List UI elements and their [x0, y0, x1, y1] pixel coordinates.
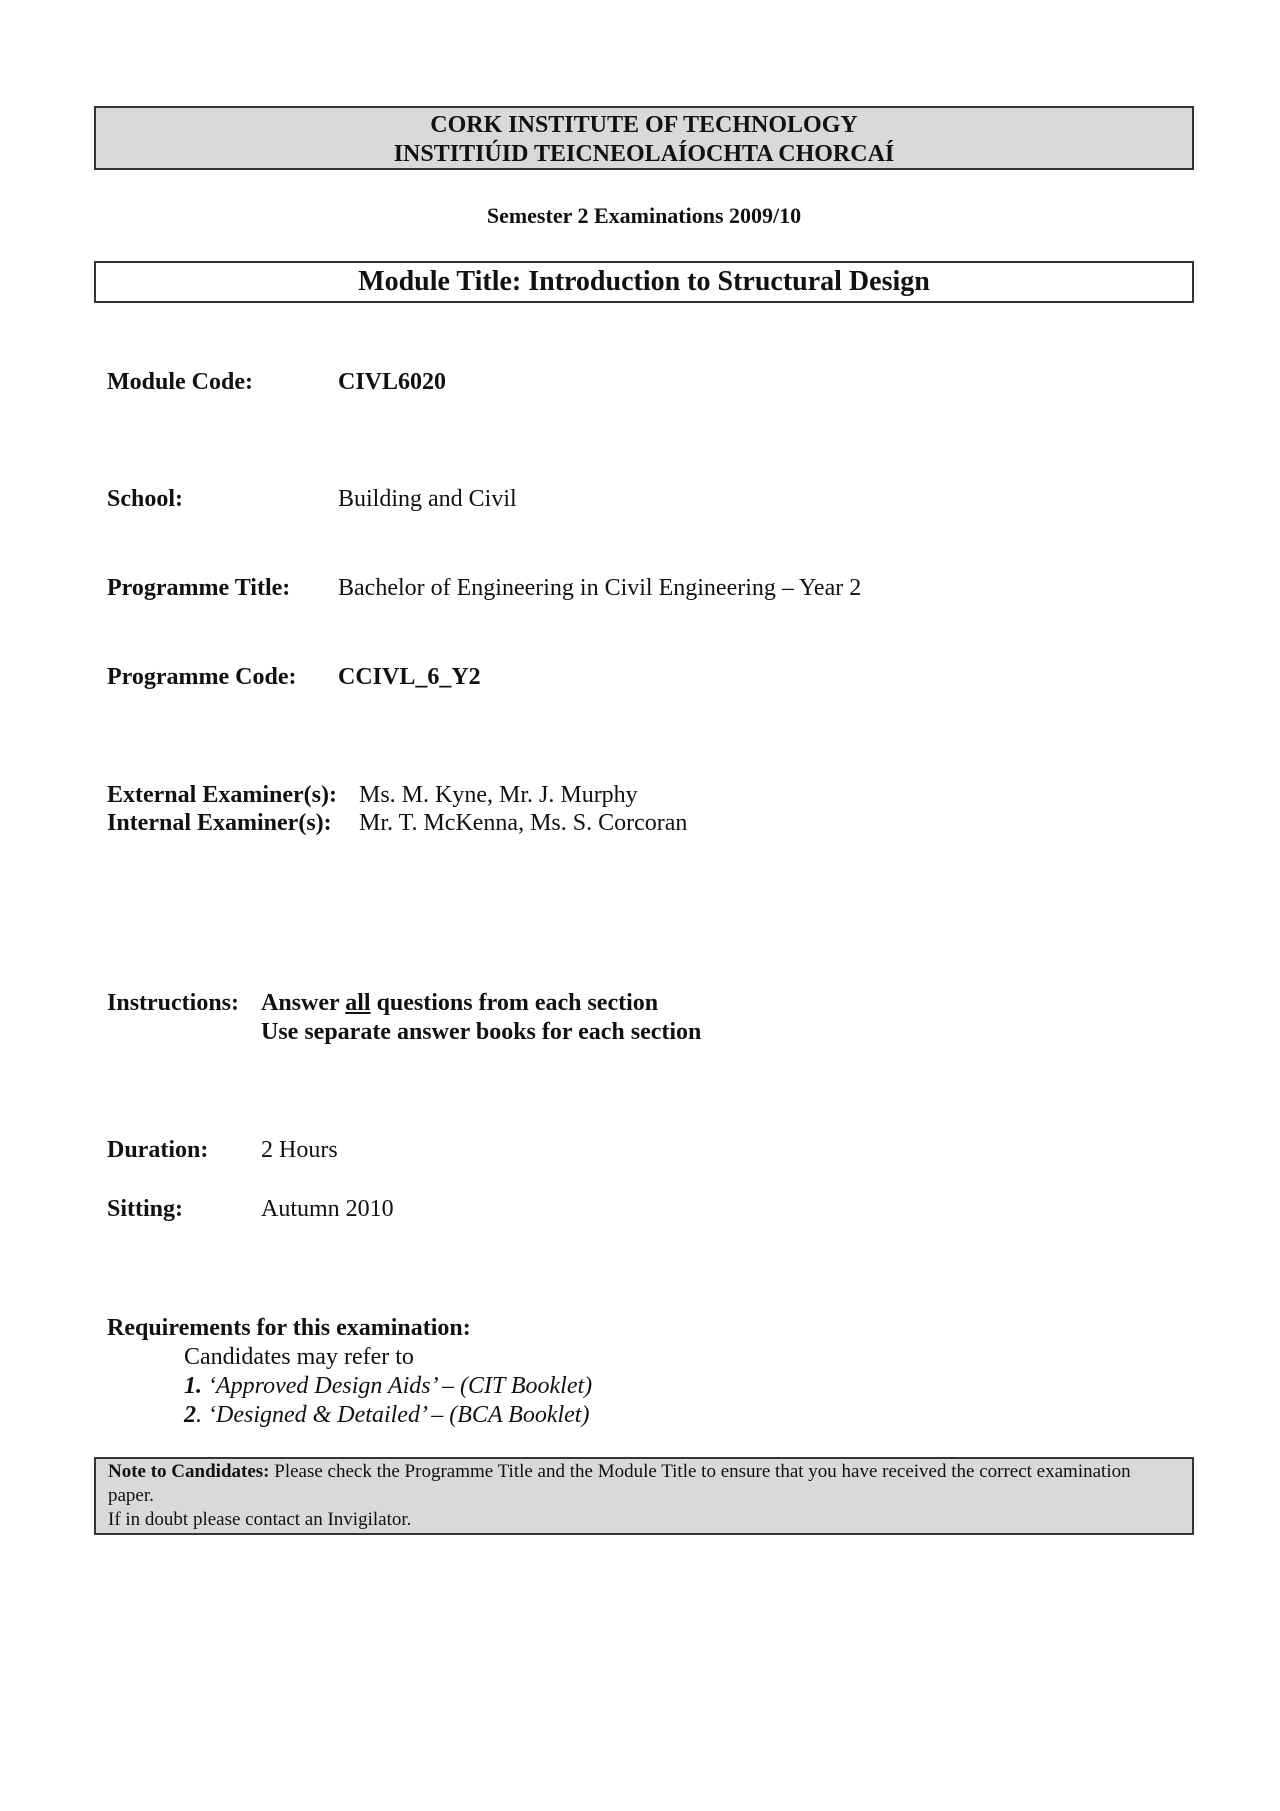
semester-heading: Semester 2 Examinations 2009/10: [486, 203, 802, 228]
institute-name-irish: INSTITIÚID TEICNEOLAÍOCHTA CHORCAÍ: [393, 141, 895, 167]
instructions-label: Instructions:: [107, 990, 240, 1016]
module-code-value: CIVL6020: [338, 369, 447, 395]
requirement-item-2: [184, 1402, 589, 1429]
requirement-item-1: [184, 1373, 592, 1400]
note-text: Please check the Programme Title and the Module Title to ensure that you have received the correct examination paper.: [108, 1461, 1131, 1506]
requirements-intro: Candidates may refer to: [184, 1344, 414, 1370]
programme-title-label: Programme Title:: [107, 575, 291, 601]
note-to-candidates: [94, 1457, 1194, 1535]
requirement-item-1-text: ‘Approved Design Aids’ – (CIT Booklet): [208, 1373, 593, 1399]
duration-value: 2 Hours: [261, 1137, 338, 1163]
school-label: School:: [107, 486, 184, 512]
programme-code-value: CCIVL_6_Y2: [338, 664, 481, 690]
module-title: Module Title: Introduction to Structural Design: [358, 266, 930, 297]
sitting-value: Autumn 2010: [261, 1196, 394, 1222]
instructions-emphasis: all: [345, 990, 371, 1016]
external-examiner-value: Ms. M. Kyne, Mr. J. Murphy: [359, 782, 638, 808]
note-line-2: If in doubt please contact an Invigilator.: [108, 1509, 412, 1530]
programme-title-value: Bachelor of Engineering in Civil Engineering – Year 2: [338, 575, 862, 601]
internal-examiner-label: Internal Examiner(s):: [107, 810, 332, 836]
requirements-label: Requirements for this examination:: [107, 1315, 471, 1341]
note-label: Note to Candidates:: [108, 1461, 270, 1482]
programme-code-label: Programme Code:: [107, 664, 297, 690]
instructions-text-b: questions from each section: [370, 990, 659, 1016]
duration-label: Duration:: [107, 1137, 209, 1163]
sitting-label: Sitting:: [107, 1196, 184, 1222]
module-code-label: Module Code:: [107, 369, 253, 395]
school-value: Building and Civil: [338, 486, 517, 512]
requirement-item-2-text: . ‘Designed & Detailed’ – (BCA Booklet): [196, 1402, 590, 1428]
requirement-item-2-number: 2: [184, 1402, 196, 1428]
internal-examiner-value: Mr. T. McKenna, Ms. S. Corcoran: [359, 810, 688, 836]
module-title-box: [94, 261, 1194, 303]
institute-name-english: CORK INSTITUTE OF TECHNOLOGY: [430, 112, 858, 138]
external-examiner-label: External Examiner(s):: [107, 782, 337, 808]
instructions-line-2: Use separate answer books for each section: [261, 1019, 702, 1045]
instructions-text-a: Answer: [261, 990, 346, 1016]
note-body: [108, 1460, 1180, 1508]
requirement-item-1-number: 1.: [184, 1373, 202, 1399]
instructions-line-1: [261, 990, 658, 1017]
institute-header: [94, 106, 1194, 170]
